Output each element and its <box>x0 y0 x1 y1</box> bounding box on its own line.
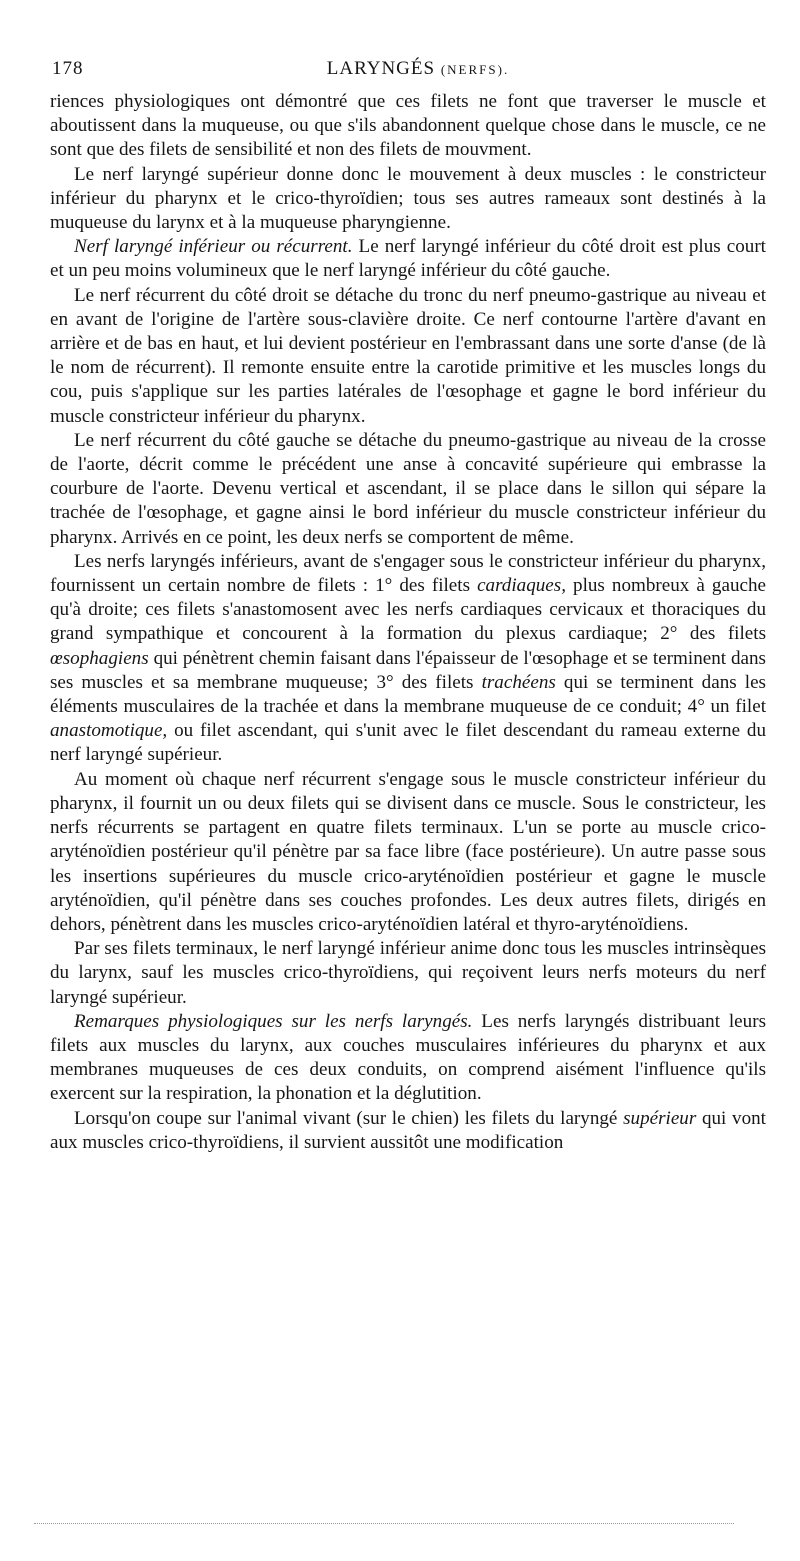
text-run: Le nerf récurrent du côté droit se détache du tronc du nerf pneumo-gastrique au niveau et en avant de l'origine de l'artère sous-clavière droite. Ce nerf contourne l'artère d'avant en arrière et de bas en haut, et lui devient postérieur en l'embrassant dans une sorte d'anse (de là le nom de récurrent). Il remonte ensuite entre la carotide primitive et les muscles longs du cou, puis s'applique sur les parties latérales de l'œsophage et gagne le bord inférieur du muscle constricteur inférieur du pharynx. <box>50 284 766 427</box>
text-run: Lorsqu'on coupe sur l'animal vivant (sur le chien) les filets du laryngé <box>74 1107 624 1129</box>
text-run: qui vont aux muscles crico-thyroïdiens, il survient aussitôt une modification <box>50 1107 766 1153</box>
paragraph <box>50 1010 766 1107</box>
paragraph <box>50 1107 766 1155</box>
text-run: Au moment où chaque nerf récurrent s'engage sous le muscle constricteur inférieur du pharynx, il fournit un ou deux filets qui se divisent dans ce muscle. Sous le constricteur, les nerfs récurrents se partagent en quatre filets terminaux. L'un se porte au muscle crico-aryténoïdien postérieur qu'il pénètre par sa face libre (face postérieure). Un autre passe sous les insertions supérieures du muscle crico-aryténoïdien postérieur et gagne le muscle aryténoïdien, qu'il pénètre dans ses couches profondes. Les deux autres filets, dirigés en dehors, pénètrent dans les muscles crico-aryténoïdien latéral et thyro-aryténoïdiens. <box>50 768 766 935</box>
text-run: qui se terminent dans les éléments musculaires de la trachée et dans la membrane muqueuse de ce conduit; 4° un filet <box>50 671 766 718</box>
running-title-paren: (NERFS). <box>440 62 510 77</box>
running-title-main: LARYNGÉS <box>326 58 436 79</box>
italic-run: trachéens <box>481 671 556 693</box>
paragraph <box>50 163 766 236</box>
footer-dotted-rule <box>34 1523 734 1524</box>
running-title <box>50 58 766 80</box>
paragraph <box>50 90 766 163</box>
paragraph <box>50 429 766 550</box>
paragraph <box>50 937 766 1010</box>
italic-run: œsophagiens <box>50 647 149 669</box>
body-text <box>50 90 766 1155</box>
running-header <box>50 58 766 90</box>
text-run: qui pénètrent chemin faisant dans l'épaisseur de l'œsophage et se terminent dans ses muscles et sa membrane muqueuse; 3° des filets <box>50 647 766 693</box>
italic-run: Nerf laryngé inférieur ou récurrent. <box>74 236 353 258</box>
italic-run: anastomotique, <box>50 720 168 742</box>
text-run: Le nerf récurrent du côté gauche se détache du pneumo-gastrique au niveau de la crosse de l'aorte, décrit comme le précédent une anse à concavité supérieure qui embrasse la courbure de l'aorte. Devenu vertical et ascendant, il se place dans le sillon qui sépare la trachée de l'œsophage, et gagne ainsi le bord inférieur du muscle constricteur inférieur du pharynx. Arrivés en ce point, les deux nerfs se comportent de même. <box>50 429 766 548</box>
text-run: plus nombreux à gauche qu'à droite; ces filets s'anastomosent avec les nerfs cardiaques cervicaux et thoraciques du grand sympathique et concourent à la formation du plexus cardiaque; 2° des filets <box>50 575 766 645</box>
italic-run: cardiaques, <box>477 575 566 597</box>
paragraph <box>50 550 766 768</box>
book-page <box>50 58 766 1155</box>
text-run: Les nerfs laryngés inférieurs, avant de s'engager sous le constricteur inférieur du pharynx, fournissent un certain nombre de filets : 1° des filets <box>50 550 766 597</box>
text-run: ou filet ascendant, qui s'unit avec le filet descendant du rameau externe du nerf laryngé supérieur. <box>50 720 766 766</box>
text-run: Le nerf laryngé supérieur donne donc le mouvement à deux muscles : le constricteur inférieur du pharynx et le crico-thyroïdien; tous ses autres rameaux sont destinés à la muqueuse du larynx et à la muqueuse pharyngienne. <box>50 163 766 234</box>
italic-run: supérieur <box>623 1107 697 1129</box>
paragraph <box>50 235 766 283</box>
page-number: 178 <box>52 58 84 79</box>
text-run: riences physiologiques ont démontré que ces filets ne font que traverser le muscle et aboutissent dans la muqueuse, ou que s'ils abandonnent quelque chose dans le muscle, ce ne sont que des filets de sensibilité et non des filets de mouvment. <box>50 91 766 161</box>
text-run: Par ses filets terminaux, le nerf laryngé inférieur anime donc tous les muscles intrinsèques du larynx, sauf les muscles crico-thyroïdiens, qui reçoivent leurs nerfs moteurs du nerf laryngé supérieur. <box>50 938 766 1008</box>
paragraph <box>50 284 766 429</box>
text-run: Les nerfs laryngés distribuant leurs filets aux muscles du larynx, aux couches musculaires inférieures du pharynx et aux membranes muqueuses de ces deux conduits, on comprend aisément l'influence qu'ils exercent sur la respiration, la phonation et la déglutition. <box>50 1010 766 1105</box>
text-run: Le nerf laryngé inférieur du côté droit est plus court et un peu moins volumineux que le nerf laryngé inférieur du côté gauche. <box>50 236 766 282</box>
italic-run: Remarques physiologiques sur les nerfs laryngés. <box>74 1010 473 1032</box>
paragraph <box>50 768 766 937</box>
